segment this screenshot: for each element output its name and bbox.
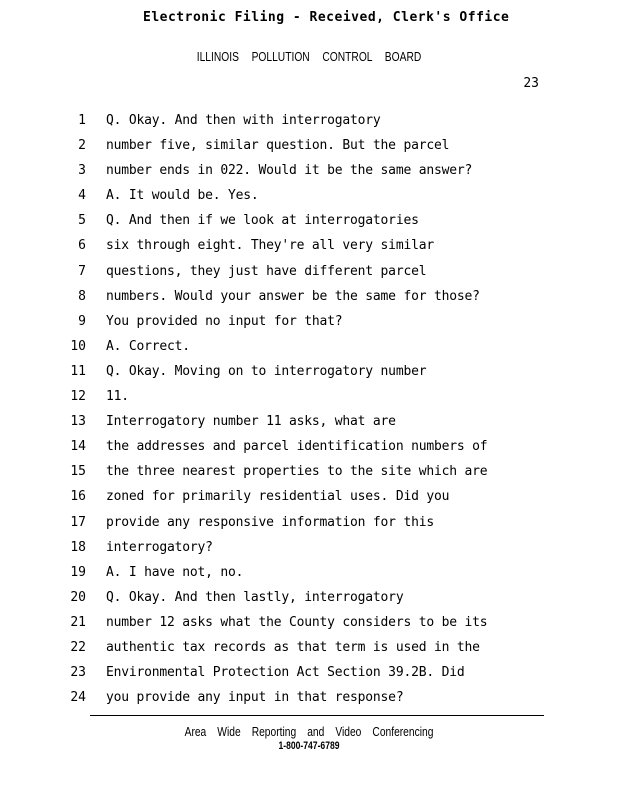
line-text: Environmental Protection Act Section 39.2B. Did [106,665,465,681]
transcript-line [0,284,618,309]
line-number: 6 [78,238,86,254]
line-text: Q. Okay. And then with interrogatory [106,113,381,128]
line-text: number 12 asks what the County considers to be its [106,614,488,630]
line-text: zoned for primarily residential uses. Did you [106,489,450,505]
transcript-line [0,585,618,610]
line-number: 4 [78,188,86,204]
line-number: 22 [70,639,86,655]
line-number: 16 [70,489,86,505]
line-text: interrogatory? [106,539,213,555]
transcript-body [0,108,618,710]
transcript-line [0,309,618,334]
line-number: 21 [70,614,86,630]
transcript-line [0,208,618,233]
line-number: 18 [70,539,86,555]
transcript-line [0,133,618,158]
line-number: 12 [70,389,86,405]
line-number: 9 [78,313,86,329]
line-number: 7 [78,263,86,279]
line-text: Q. Okay. Moving on to interrogatory number [106,363,427,379]
line-text: the addresses and parcel identification numbers of [106,439,488,455]
footer-company-name: Area Wide Reporting and Video Conferencing [184,725,434,739]
transcript-line [0,183,618,208]
transcript-line [0,108,618,133]
line-text: numbers. Would your answer be the same for those? [106,288,480,304]
line-number: 3 [78,163,86,179]
line-text: A. It would be. Yes. [106,188,259,204]
footer-divider [90,715,544,716]
line-number: 20 [70,589,86,605]
transcript-line [0,484,618,509]
transcript-line [0,409,618,434]
transcript-line [0,384,618,409]
line-number: 19 [70,564,86,580]
line-text: Q. Okay. And then lastly, interrogatory [106,589,404,605]
transcript-line [0,635,618,660]
line-text: questions, they just have different parcel [106,263,427,279]
transcript-line [0,334,618,359]
line-number: 2 [78,138,86,154]
transcript-line [0,259,618,284]
line-text: You provided no input for that? [106,313,343,329]
footer-phone-number: 1-800-747-6789 [278,740,340,752]
line-number: 14 [70,439,86,455]
line-number: 10 [70,338,86,354]
page-number: 23 [523,76,539,91]
transcript-line [0,535,618,560]
line-text: the three nearest properties to the site which are [106,464,488,480]
transcript-line [0,510,618,535]
transcript-line [0,233,618,258]
transcript-line [0,560,618,585]
line-number: 24 [70,690,86,706]
transcript-line [0,158,618,183]
line-number: 23 [70,665,86,681]
transcript-line [0,685,618,710]
line-text: A. Correct. [106,338,190,354]
line-number: 5 [78,213,86,229]
line-number: 8 [78,288,86,304]
line-number: 15 [70,464,86,480]
transcript-line [0,660,618,685]
line-text: A. I have not, no. [106,564,244,580]
line-text: Q. And then if we look at interrogatories [106,213,419,229]
line-number: 1 [78,113,86,128]
line-text: 11. [106,389,129,405]
line-text: six through eight. They're all very similar [106,238,434,254]
line-number: 11 [70,363,86,379]
line-number: 17 [70,514,86,530]
line-text: authentic tax records as that term is used in the [106,639,480,655]
transcript-line [0,459,618,484]
transcript-line [0,610,618,635]
line-text: you provide any input in that response? [106,690,404,706]
transcript-line [0,434,618,459]
line-text: provide any responsive information for this [106,514,434,530]
line-text: Interrogatory number 11 asks, what are [106,414,396,430]
transcript-line [0,359,618,384]
line-text: number ends in 022. Would it be the same answer? [106,163,473,179]
line-number: 13 [70,414,86,430]
line-text: number five, similar question. But the parcel [106,138,450,154]
court-title: ILLINOIS POLLUTION CONTROL BOARD [196,50,422,64]
clerk-filing-stamp: Electronic Filing - Received, Clerk's Office [143,10,510,25]
